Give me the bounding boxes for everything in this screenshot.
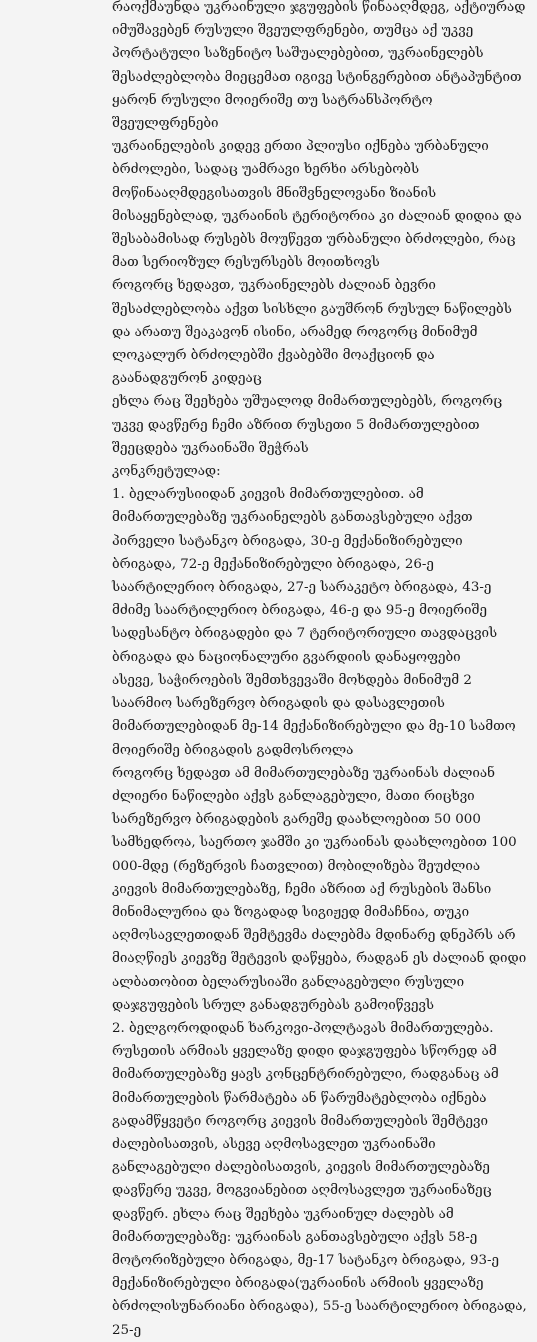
paragraph-direction-1: 1. ბელარუსიიდან კიევის მიმართულებით. ამ მიმართულებაზე უკრაინელებს განთავსებული აქვთ პირველი სატანკო ბრიგადა, 30-ე მექანიზირებული ბრიგადა, 72-ე მექანიზირებული ბრიგადა, 26-ე საარტილერიო ბრიგადა, 27-ე სარაკეტო ბრიგადა, 43-ე მძიმე საარტილერიო ბრიგადა, 46-ე და 95-ე მოიერიშე სადესანტო ბრიგადები და 7 ტერიტორიული თავდაცვის ბრიგადა და ნაციონალური გვარდიის დანაყოფები — [112, 487, 498, 665]
paragraph-helicopters: რაოქმაუნდა უკრაინული ჯგუფების წინააღმდეგ, აქტიურად იმუშავებენ რუსული შვეულფრენები, თუმცა აქ უკვე პორტატული საზენიტო საშუალებებით, უკრაინელებს შესაძლებლობა მიეცემათ იგივე სტინგერებით ანტაპუნტით ყარონ რუსული მოიერიშე თუ სატრანსპორტო შვეულფრენები — [112, 0, 526, 132]
paragraph-urban-battles: უკრაინელების კიდევ ერთი პლიუსი იქნება ურბანული ბრძოლები, სადაც უამრავი ხერხი არსებობს მოწინააღმდეგისათვის მნიშვნელოვანი ზიანის მისაყენებლად, უკრაინის ტერიტორია კი ძალიან დიდია და შესაბამისად რუსებს მოუწევთ ურბანული ბრძოლები, რაც მათ სერიოზულ რესურსებს მოითხოვს — [112, 139, 522, 271]
paragraph-direction-2: 2. ბელგოროდიდან ხარკოვი-პოლტავას მიმართულება. რუსეთის არმიას ყველაზე დიდი დაჯგუფება სწორედ ამ მიმართულებაზე ყავს კონცენტრირებული, რადგანაც ამ მიმართულების წარმატება ან წარუმატებლობა იქნება გადამწყვეტი როგორც კიევის მიმართულების შემტევი ძალებისათვის, ასევე აღმოსავლეთ უკრაინაში განლაგებული ძალებისათვის, კიევის მიმართულებაზე დავწერე უკვე, მოგვიანებით აღმოსავლეთ უკრაინაზეც დავწერ. ეხლა რაც შეეხება უკრაინულ ძალებს ამ მიმართულებაზე: უკრაინას განთავსებული აქვს 58-ე მოტორიზებული ბრიგადა, მე-17 სატანკო ბრიგადა, 93-ე მექანიზირებული ბრიგადა(უკრაინის არმიის ყველაზე ბრძოლისუნარიანი ბრიგადა), 55-ე საარტილერიო ბრიგადა, 25-ე — [112, 1020, 527, 1338]
paragraph-specifically: კონკრეტულად: — [112, 464, 221, 480]
paragraph-opportunities: როგორც ხედავთ, უკრაინელებს ძალიან ბევრი შესაძლებლობა აქვთ სისხლი გაუშრონ რუსულ ნაწილებს და არათუ შეაკავონ ისინი, არამედ როგორც მინიმუმ ლოკალურ ბრძოლებში ქვაბებში მოაქციონ და გაანადგურონ კიდეაც — [112, 278, 512, 387]
paragraph-reserves: ასევე, საჭიროების შემთხვევაში მოხდება მინიმუმ 2 საარმიო სარეზერვო ბრიგადის და დასავლეთის მიმართულებიდან მე-14 მექანიზირებული და მე-10 სამთო მოიერიშე ბრიგადის გადმოსროლა — [112, 672, 516, 758]
paragraph-kyiv-analysis: როგორც ხედავთ ამ მიმართულებაზე უკრაინას ძალიან ძლიერი ნაწილები აქვს განლაგებული, მათი რიცხვი სარეზერვო ბრიგადების გარეშე დაახლოებით 50 000 სამხედროა, საერთო ჯამში კი უკრაინას დაახლოებით 100 000-მდე (რეზერვის ჩათვლით) მობილიზება შეუძლია კიევის მიმართულებაზე, ჩემი აზრით აქ რუსების შანსი მინიმალურია და ზოგადად სიგიჟედ მიმაჩნია, თუკი აღმოსავლეთიდან შემტევმა ძალებმა მდინარე დნეპრს არ მიაღწიეს კიევზე შეტევის დაწყება, რადგან ეს ძალიან დიდი ალბათობით ბელარუსიაში განლაგებული რუსული დაჯგუფების სრულ განადგურებას გამოიწვევს — [112, 765, 527, 1013]
paragraph-directions-intro: ეხლა რაც შეეხება უშუალოდ მიმართულებებს, როგორც უკვე დავწერე ჩემი აზრით რუსეთი 5 მიმართულებით შეეცდება უკრაინაში შეჭრას — [112, 394, 503, 456]
